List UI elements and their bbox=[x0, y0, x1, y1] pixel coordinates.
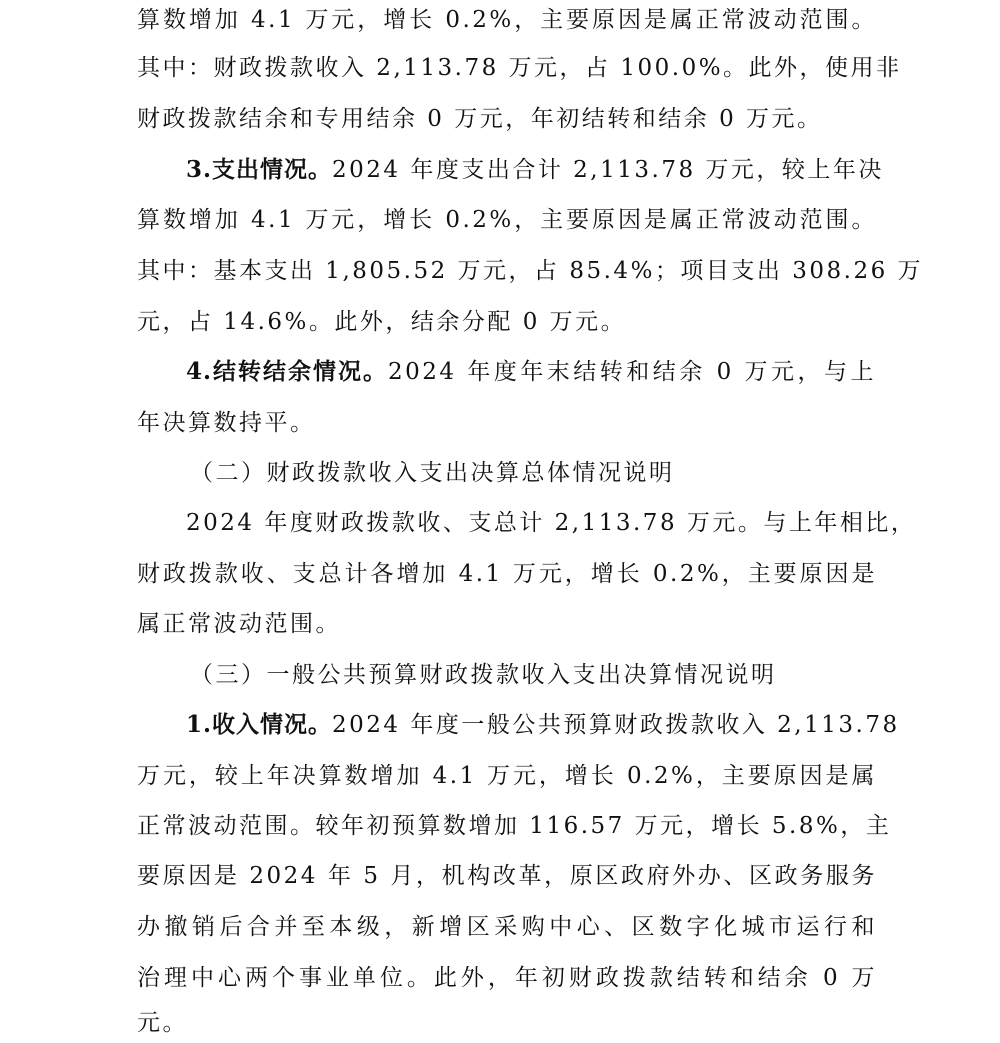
section-lead: 1.收入情况。 bbox=[186, 711, 333, 738]
text-line: 属正常波动范围。 bbox=[137, 611, 341, 637]
text-line: 财政拨款结余和专用结余 0 万元，年初结转和结余 0 万元。 bbox=[137, 106, 823, 132]
text-line: 正常波动范围。较年初预算数增加 116.57 万元，增长 5.8%，主 bbox=[137, 813, 892, 839]
text-line: 其中：基本支出 1,805.52 万元，占 85.4%；项目支出 308.26 万 bbox=[137, 258, 924, 284]
text-line: 元。 bbox=[137, 1010, 188, 1036]
section-lead: 4.结转结余情况。 bbox=[186, 358, 388, 385]
text-line: 治理中心两个事业单位。此外，年初财政拨款结转和结余 0 万 bbox=[137, 965, 877, 991]
text-line: 办撤销后合并至本级，新增区采购中心、区数字化城市运行和 bbox=[137, 914, 877, 940]
text-line: 要原因是 2024 年 5 月，机构改革，原区政府外办、区政务服务 bbox=[137, 863, 877, 889]
text-line: 算数增加 4.1 万元，增长 0.2%，主要原因是属正常波动范围。 bbox=[137, 7, 877, 33]
text-line: 算数增加 4.1 万元，增长 0.2%，主要原因是属正常波动范围。 bbox=[137, 207, 877, 233]
text-line: 年决算数持平。 bbox=[137, 410, 316, 436]
text-line: 元，占 14.6%。此外，结余分配 0 万元。 bbox=[137, 309, 627, 335]
section-heading: （二）财政拨款收入支出决算总体情况说明 bbox=[190, 460, 675, 486]
text-line: 2024 年度财政拨款收、支总计 2,113.78 万元。与上年相比， bbox=[186, 510, 917, 536]
section-heading: （三）一般公共预算财政拨款收入支出决算情况说明 bbox=[190, 662, 777, 688]
text-line: 其中：财政拨款收入 2,113.78 万元，占 100.0%。此外，使用非 bbox=[137, 55, 902, 81]
text-line: 财政拨款收、支总计各增加 4.1 万元，增长 0.2%，主要原因是 bbox=[137, 561, 877, 587]
text-line: 万元，较上年决算数增加 4.1 万元，增长 0.2%，主要原因是属 bbox=[137, 763, 877, 789]
text-line: 4.结转结余情况。2024 年度年末结转和结余 0 万元，与上 bbox=[186, 358, 877, 385]
section-lead: 3.支出情况。 bbox=[186, 156, 333, 183]
text-line: 1.收入情况。2024 年度一般公共预算财政拨款收入 2,113.78 bbox=[186, 711, 900, 738]
text-line: 3.支出情况。2024 年度支出合计 2,113.78 万元，较上年决 bbox=[186, 156, 884, 183]
